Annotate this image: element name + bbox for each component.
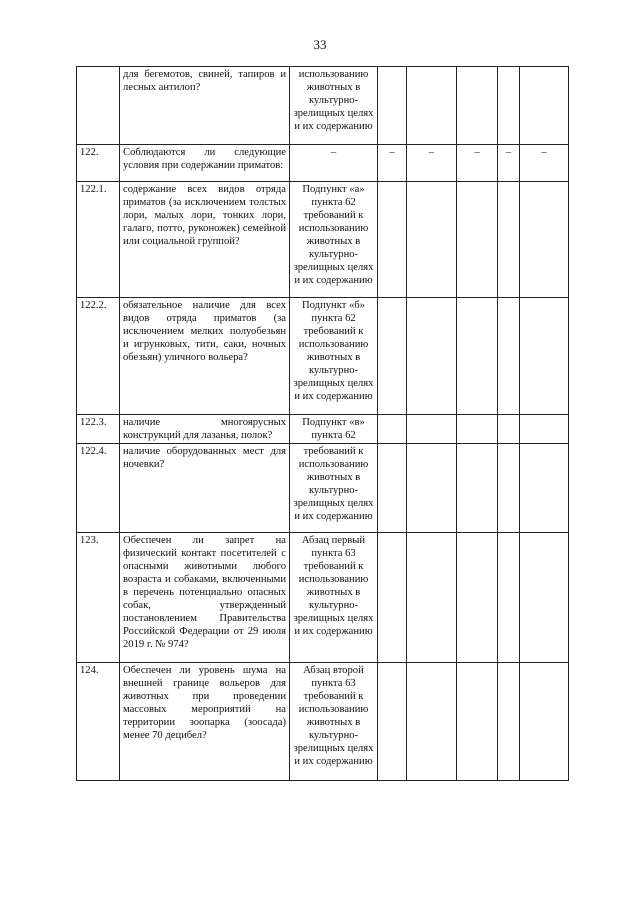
table-row: [77, 182, 569, 298]
answer-no-cell: [407, 67, 457, 145]
answer-not-applicable-cell: [457, 533, 498, 663]
table-row: [77, 663, 569, 781]
question-text: Обеспечен ли уровень шума на внешней границе вольеров для животных при проведении массовых мероприятий на территории зоопарка (зоосада) менее 70 децибел?: [120, 663, 290, 781]
answer-no-cell: [407, 444, 457, 533]
answer-extra-cell: –: [498, 145, 520, 182]
answer-extra-cell: [498, 415, 520, 444]
legal-reference: Подпункт «в» пункта 62: [290, 415, 378, 444]
row-number: 122.1.: [77, 182, 120, 298]
question-text: для бегемотов, свиней, тапиров и лесных антилоп?: [120, 67, 290, 145]
answer-not-applicable-cell: [457, 415, 498, 444]
table-row: [77, 298, 569, 415]
legal-reference: Абзац первый пункта 63 требований к использованию животных в культурно-зрелищных целях и их содержанию: [290, 533, 378, 663]
answer-yes-cell: [378, 533, 407, 663]
answer-extra-cell: [498, 663, 520, 781]
legal-reference: Подпункт «б» пункта 62 требований к использованию животных в культурно-зрелищных целях и их содержанию: [290, 298, 378, 415]
legal-reference: Подпункт «а» пункта 62 требований к использованию животных в культурно-зрелищных целях и их содержанию: [290, 182, 378, 298]
answer-extra-cell: [498, 444, 520, 533]
table-row: [77, 67, 569, 145]
table-row: [77, 415, 569, 444]
row-number: 122.4.: [77, 444, 120, 533]
answer-extra-cell: [498, 298, 520, 415]
answer-extra-cell: [498, 533, 520, 663]
answer-yes-cell: [378, 298, 407, 415]
legal-reference: Абзац второй пункта 63 требований к использованию животных в культурно-зрелищных целях и их содержанию: [290, 663, 378, 781]
answer-no-cell: [407, 182, 457, 298]
answer-no-cell: [407, 533, 457, 663]
answer-extra-cell: [498, 182, 520, 298]
row-number: 124.: [77, 663, 120, 781]
table-row: [77, 145, 569, 182]
answer-note-cell: –: [520, 145, 569, 182]
answer-not-applicable-cell: –: [457, 145, 498, 182]
answer-yes-cell: [378, 182, 407, 298]
answer-extra-cell: [498, 67, 520, 145]
answer-not-applicable-cell: [457, 182, 498, 298]
legal-reference: использованию животных в культурно-зрелищных целях и их содержанию: [290, 67, 378, 145]
answer-note-cell: [520, 444, 569, 533]
page-number: 33: [313, 37, 327, 52]
answer-no-cell: –: [407, 145, 457, 182]
answer-no-cell: [407, 415, 457, 444]
question-text: обязательное наличие для всех видов отряда приматов (за исключением мелких полуобезьян и игрунковых, тити, саки, ночных обезьян) уличного вольера?: [120, 298, 290, 415]
answer-not-applicable-cell: [457, 663, 498, 781]
checklist-table: [76, 66, 569, 781]
answer-not-applicable-cell: [457, 444, 498, 533]
answer-yes-cell: [378, 444, 407, 533]
answer-no-cell: [407, 298, 457, 415]
row-number: 122.2.: [77, 298, 120, 415]
question-text: содержание всех видов отряда приматов (за исключением толстых лори, малых лори, тонких лори, галаго, потто, руконожек) семейной или социальной группой?: [120, 182, 290, 298]
row-number: [77, 67, 120, 145]
answer-note-cell: [520, 67, 569, 145]
row-number: 122.: [77, 145, 120, 182]
answer-yes-cell: [378, 415, 407, 444]
answer-note-cell: [520, 415, 569, 444]
table-row: [77, 444, 569, 533]
legal-reference: требований к использованию животных в культурно-зрелищных целях и их содержанию: [290, 444, 378, 533]
answer-note-cell: [520, 182, 569, 298]
question-text: наличие оборудованных мест для ночевки?: [120, 444, 290, 533]
table-row: [77, 533, 569, 663]
answer-yes-cell: –: [378, 145, 407, 182]
question-text: Соблюдаются ли следующие условия при содержании приматов:: [120, 145, 290, 182]
question-text: наличие многоярусных конструкций для лазанья, полок?: [120, 415, 290, 444]
answer-note-cell: [520, 533, 569, 663]
answer-not-applicable-cell: [457, 67, 498, 145]
answer-note-cell: [520, 663, 569, 781]
answer-not-applicable-cell: [457, 298, 498, 415]
row-number: 123.: [77, 533, 120, 663]
answer-no-cell: [407, 663, 457, 781]
answer-yes-cell: [378, 663, 407, 781]
row-number: 122.3.: [77, 415, 120, 444]
question-text: Обеспечен ли запрет на физический контакт посетителей с опасными животными любого возраста и собаками, включенными в перечень потенциально опасных собак, утвержденный постановлением Правительства Российской Федерации от 29 июля 2019 г. № 974?: [120, 533, 290, 663]
answer-note-cell: [520, 298, 569, 415]
legal-reference: –: [290, 145, 378, 182]
answer-yes-cell: [378, 67, 407, 145]
